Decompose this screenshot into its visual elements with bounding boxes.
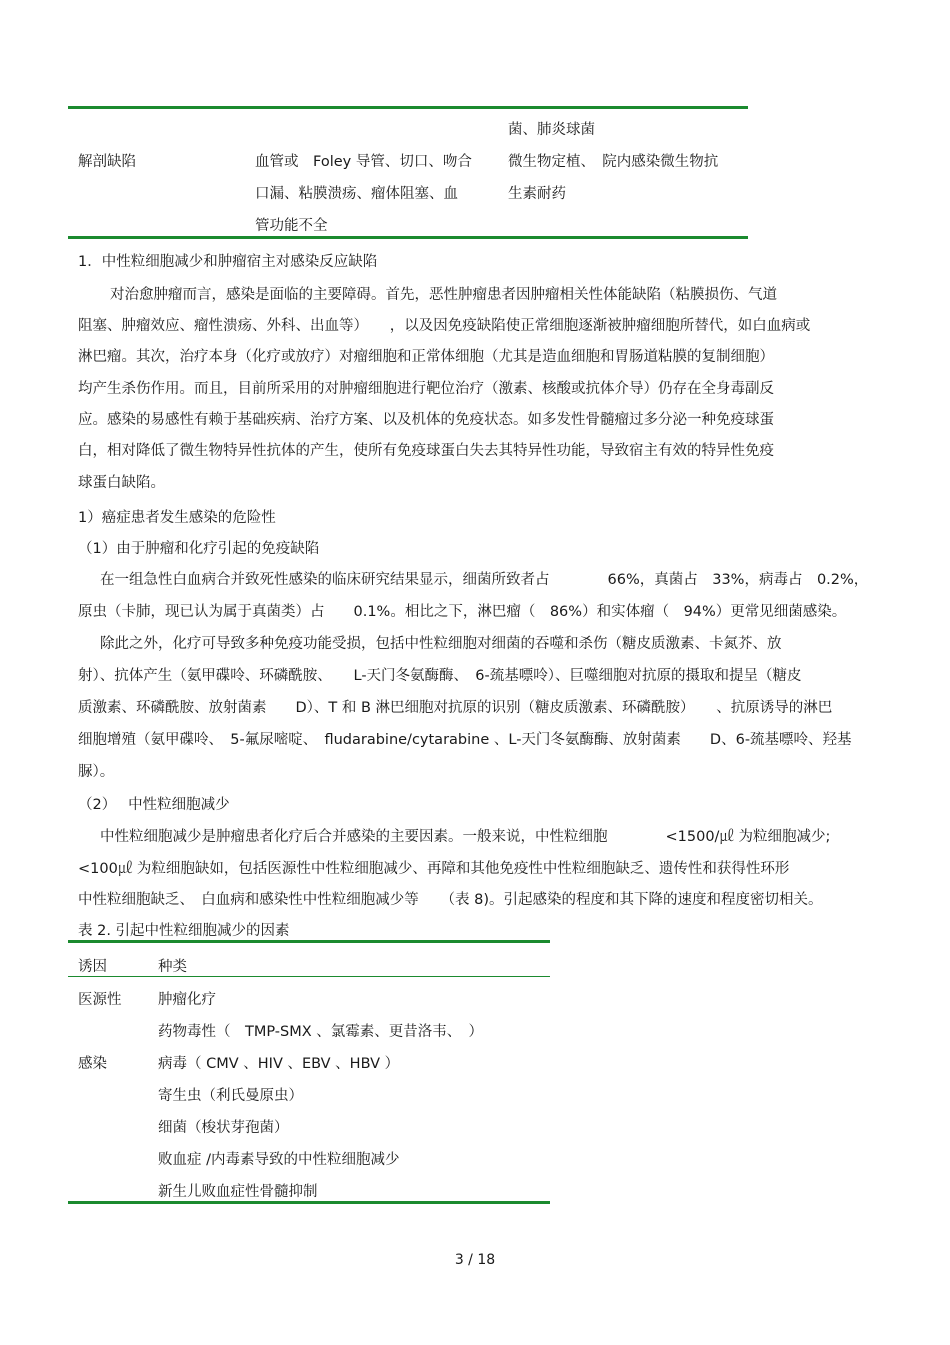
table-cell-type: 新生儿败血症性骨髓抑制 (158, 1184, 318, 1200)
section-heading: 1．中性粒细胞减少和肿瘤宿主对感染反应缺陷 (78, 254, 378, 270)
paragraph-line: 均产生杀伤作用。而且，目前所采用的对肿瘤细胞进行靶位治疗（激素、核酸或抗体介导）仍存在全身毒副反 (78, 381, 774, 397)
top-table-top-rule (68, 106, 748, 109)
paragraph-line: 质激素、环磷酰胺、放射菌素 D）、T 和 B 淋巴细胞对抗原的识别（糖皮质激素、环磷酰胺） 、抗原诱导的淋巴 (78, 700, 833, 716)
table-cell-cause: 医源性 (78, 992, 122, 1008)
page-number: 3 / 18 (454, 1252, 496, 1268)
table-top-rule (68, 940, 550, 943)
paragraph-line: 白，相对降低了微生物特异性抗体的产生，使所有免疫球蛋白失去其特异性功能，导致宿主有效的特异性免疫 (78, 443, 774, 459)
top-table-bottom-rule (68, 236, 748, 239)
table-cell-cause: 感染 (78, 1056, 107, 1072)
table-cell-type: 寄生虫（利氏曼原虫） (158, 1088, 303, 1104)
paragraph-line: <100㎕ 为粒细胞缺如，包括医源性中性粒细胞减少、再障和其他免疫性中性粒细胞缺乏、遗传性和获得性环形 (78, 861, 790, 877)
table-cell-type: 细菌（梭状芽孢菌） (158, 1120, 289, 1136)
paragraph-line: 淋巴瘤。其次，治疗本身（化疗或放疗）对瘤细胞和正常体细胞（尤其是造血细胞和胃肠道粘膜的复制细胞） (78, 349, 774, 365)
paragraph-line: 阻塞、肿瘤效应、瘤性溃疡、外科、出血等） ，以及因免疫缺陷使正常细胞逐渐被肿瘤细胞所替代，如白血病或 (78, 318, 811, 334)
table-cell-type: 病毒（ CMV 、HIV 、EBV 、HBV ） (158, 1056, 400, 1072)
paragraph-line: 原虫（卡肺，现已认为属于真菌类）占 0.1%。相比之下，淋巴瘤（ 86%）和实体瘤（ 94%）更常见细菌感染。 (78, 604, 847, 620)
paragraph-line: 细胞增殖（氨甲碟呤、 5-氟尿嘧啶、 fludarabine/cytarabine 、L-天门冬氨酶酶、放射菌素 D、6-巯基嘌呤、羟基 (78, 732, 852, 748)
table-header-cause: 诱因 (78, 959, 107, 975)
subsection-heading: （2） 中性粒细胞减少 (78, 797, 230, 813)
table-header-type: 种类 (158, 959, 187, 975)
paragraph-line: 脲）。 (78, 764, 115, 780)
paragraph-line: 射）、抗体产生（氨甲碟呤、环磷酰胺、 L-天门冬氨酶酶、 6-巯基嘌呤）、巨噬细胞对抗原的摄取和提呈（糖皮 (78, 668, 802, 684)
paragraph-line: 球蛋白缺陷。 (78, 475, 165, 491)
paragraph-line: 应。感染的易感性有赖于基础疾病、治疗方案、以及机体的免疫状态。如多发性骨髓瘤过多分泌一种免疫球蛋 (78, 412, 774, 428)
top-table-cell: 血管或 Foley 导管、切口、吻合 (255, 154, 472, 170)
paragraph-line: 中性粒细胞缺乏、 白血病和感染性中性粒细胞减少等 （表 8)。引起感染的程度和其下降的速度和程度密切相关。 (78, 892, 823, 908)
table-cell-type: 肿瘤化疗 (158, 992, 216, 1008)
subsection-heading: （1）由于肿瘤和化疗引起的免疫缺陷 (78, 541, 320, 557)
top-table-row-label: 解剖缺陷 (78, 154, 136, 170)
table-bottom-rule (68, 1201, 550, 1204)
top-table-cell: 菌、肺炎球菌 (508, 122, 595, 138)
top-table-cell: 管功能不全 (255, 218, 328, 234)
top-table-cell: 生素耐药 (508, 186, 566, 202)
table-cell-type: 败血症 /内毒素导致的中性粒细胞减少 (158, 1152, 400, 1168)
top-table-cell: 口漏、粘膜溃疡、瘤体阻塞、血 (255, 186, 458, 202)
subsection-heading: 1）癌症患者发生感染的危险性 (78, 510, 276, 526)
paragraph-line: 中性粒细胞减少是肿瘤患者化疗后合并感染的主要因素。一般来说，中性粒细胞 <1500/㎕ 为粒细胞减少; (100, 829, 831, 845)
table-header-rule (68, 976, 550, 977)
top-table-cell: 微生物定植、 院内感染微生物抗 (508, 154, 719, 170)
paragraph-line: 除此之外，化疗可导致多种免疫功能受损，包括中性粒细胞对细菌的吞噬和杀伤（糖皮质激素、卡氮芥、放 (100, 636, 782, 652)
table-caption: 表 2. 引起中性粒细胞减少的因素 (78, 923, 290, 939)
paragraph-line: 在一组急性白血病合并致死性感染的临床研究结果显示，细菌所致者占 66%，真菌占 33%，病毒占 0.2%， (100, 572, 869, 588)
paragraph-line: 对治愈肿瘤而言，感染是面临的主要障碍。首先，恶性肿瘤患者因肿瘤相关性体能缺陷（粘膜损伤、气道 (110, 287, 777, 303)
table-cell-type: 药物毒性（ TMP-SMX 、氯霉素、更昔洛韦、 ） (158, 1024, 484, 1040)
